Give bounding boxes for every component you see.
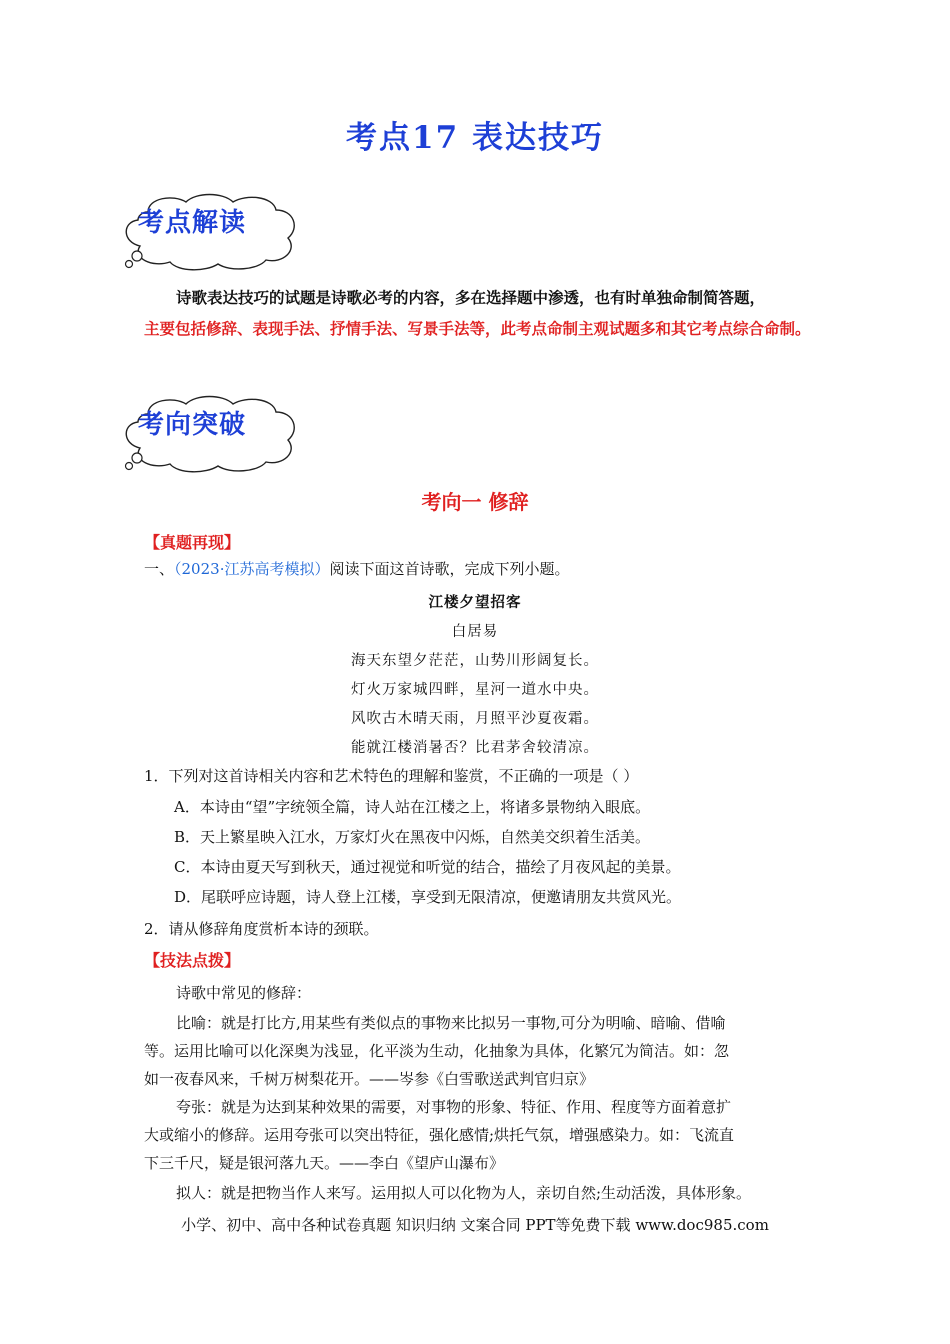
poem-line: 灯火万家城四畔，星河一道水中央。 <box>351 682 599 698</box>
poem-line: 海天东望夕茫茫，山势川形阔复长。 <box>351 653 599 669</box>
simile-line: 比喻：就是打比方,用某些有类似点的事物来比拟另一事物,可分为明喻、暗喻、借喻 <box>176 1014 726 1032</box>
badge-label: 考点解读 <box>138 208 247 238</box>
question-source: （2023·江苏高考模拟） <box>174 560 330 578</box>
poem-line: 风吹古木晴天雨，月照平沙夏夜霜。 <box>351 711 599 727</box>
question-1-option-b: B．天上繁星映入江水，万家灯火在黑夜中闪烁，自然美交织着生活美。 <box>174 828 651 846</box>
page-title: 考点17 表达技巧 <box>346 120 604 156</box>
hyperbole-line: 大或缩小的修辞。运用夸张可以突出特征，强化感情;烘托气氛，增强感染力。如：飞流直 <box>144 1126 735 1144</box>
question-1-option-c: C．本诗由夏天写到秋天，通过视觉和听觉的结合，描绘了月夜风起的美景。 <box>174 858 681 876</box>
tips-intro: 诗歌中常见的修辞： <box>176 984 312 1002</box>
question-2: 2．请从修辞角度赏析本诗的颈联。 <box>144 920 379 938</box>
hyperbole-line: 夸张：就是为达到某种效果的需要，对事物的形象、特征、作用、程度等方面着意扩 <box>176 1098 732 1116</box>
simile-line: 如一夜春风来，千树万树梨花开。——岑参《白雪歌送武判官归京》 <box>144 1070 595 1088</box>
personification-line: 拟人：就是把物当作人来写。运用拟人可以化物为人，亲切自然;生动活泼，具体形象。 <box>176 1184 752 1202</box>
section-badge-kaoxiang <box>118 392 303 474</box>
intro-paragraph <box>144 282 824 344</box>
simile-line: 等。运用比喻可以化深奥为浅显，化平淡为生动，化抽象为具体，化繁冗为简洁。如：忽 <box>144 1042 730 1060</box>
page-footer: 小学、初中、高中各种试卷真题 知识归纳 文案合同 PPT等免费下载 www.doc985.com <box>181 1216 769 1234</box>
badge-label: 考向突破 <box>138 410 247 440</box>
question-intro <box>144 558 569 579</box>
poem-author: 白居易 <box>451 624 499 640</box>
poem-title: 江楼夕望招客 <box>428 594 522 611</box>
section-badge-kaodian <box>118 190 303 272</box>
section-heading: 考向一 修辞 <box>421 490 529 514</box>
question-instruction: 阅读下面这首诗歌，完成下列小题。 <box>329 560 570 578</box>
question-number: 一、 <box>144 560 175 578</box>
question-1-option-a: A．本诗由“望”字统领全篇，诗人站在江楼之上，将诸多景物纳入眼底。 <box>174 798 651 816</box>
question-1-option-d: D．尾联呼应诗题，诗人登上江楼，享受到无限清凉，便邀请朋友共赏风光。 <box>174 888 682 906</box>
poem-line: 能就江楼消暑否？比君茅舍较清凉。 <box>351 740 599 756</box>
real-question-label: 【真题再现】 <box>144 533 241 552</box>
hyperbole-line: 下三千尺，疑是银河落九天。——李白《望庐山瀑布》 <box>144 1154 505 1172</box>
tips-label: 【技法点拨】 <box>144 951 241 970</box>
question-1-stem: 1．下列对这首诗相关内容和艺术特色的理解和鉴赏，不正确的一项是（ ） <box>144 767 639 785</box>
intro-text: 诗歌表达技巧的试题是诗歌必考的内容，多在选择题中渗透，也有时单独命制简答题， <box>176 288 766 307</box>
intro-red-text: 主要包括修辞、表现手法、抒情手法、写景手法等，此考点命制主观试题多和其它考点综合命制。 <box>144 319 811 338</box>
